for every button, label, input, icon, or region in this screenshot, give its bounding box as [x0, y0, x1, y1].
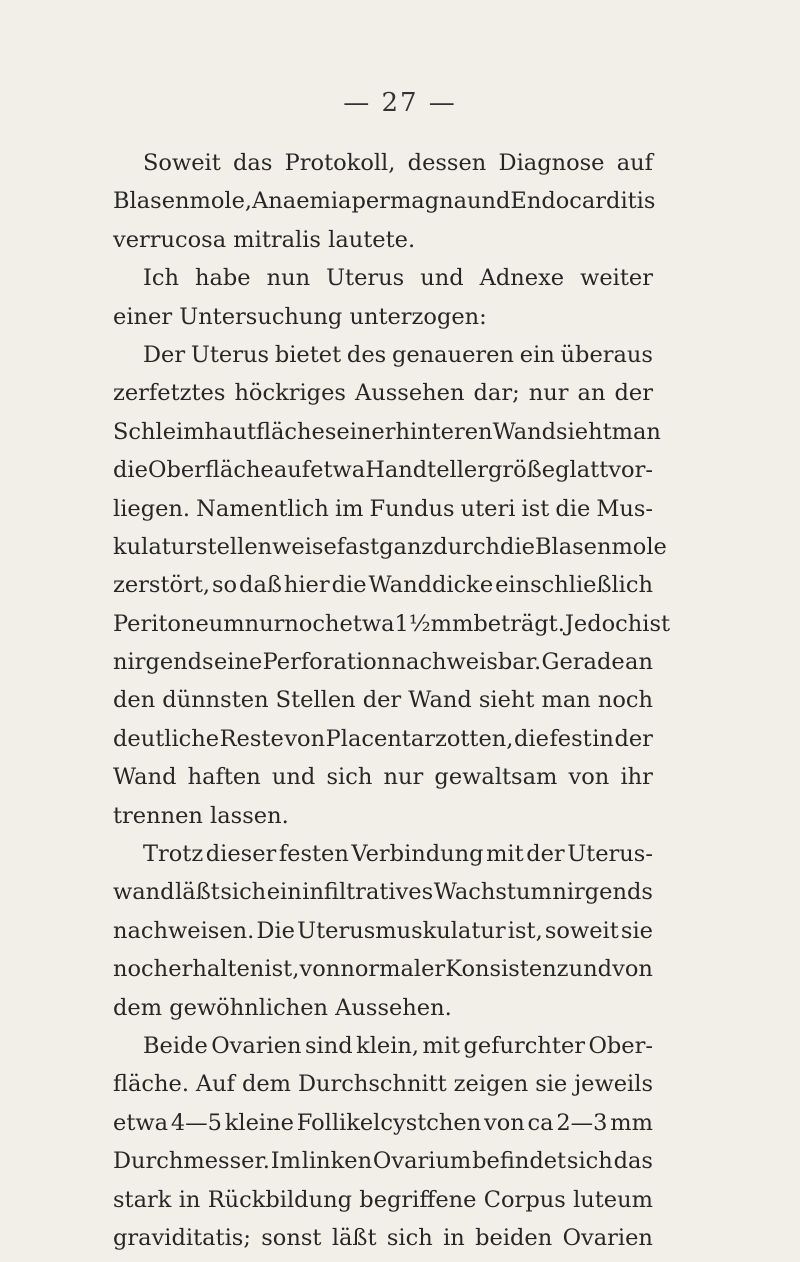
- text-line: wand läßt sich ein infiltratives Wachstum nirgends: [113, 879, 653, 906]
- text-line: zerstört, so daß hier die Wanddicke einschließlich: [113, 572, 653, 599]
- text-line: fläche. Auf dem Durchschnitt zeigen sie jeweils: [113, 1071, 653, 1098]
- text-line: Ich habe nun Uterus und Adnexe weiter: [143, 265, 653, 292]
- text-line: Trotz dieser festen Verbindung mit der Uterus-: [143, 841, 653, 868]
- text-line: nirgends eine Perforation nachweisbar. Gerade an: [113, 649, 653, 676]
- text-line: stark in Rückbildung begriffene Corpus luteum: [113, 1186, 653, 1213]
- text-line: kulatur stellenweise fast ganz durch die Blasenmole: [113, 533, 667, 560]
- text-line: Blasenmole, Anaemia permagna und Endocarditis: [113, 188, 656, 215]
- text-line: zerfetztes höckriges Aussehen dar; nur an der: [113, 380, 653, 407]
- text-line: den dünnsten Stellen der Wand sieht man noch: [113, 687, 653, 714]
- text-line: verrucosa mitralis lautete.: [113, 226, 416, 253]
- text-line: nachweisen. Die Uterusmuskulatur ist, soweit sie: [113, 917, 653, 944]
- text-line: Wand haften und sich nur gewaltsam von ihr: [113, 764, 653, 791]
- text-line: die Oberfläche auf etwa Handtellergröße glatt vor-: [113, 457, 653, 484]
- text-line: graviditatis; sonst läßt sich in beiden Ovarien: [113, 1224, 653, 1251]
- text-line: deutliche Reste von Placentarzotten, die fest in der: [113, 725, 653, 752]
- text-line: liegen. Namentlich im Fundus uteri ist die Mus-: [113, 495, 653, 522]
- text-line: Der Uterus bietet des genaueren ein überaus: [143, 341, 653, 368]
- text-line: Soweit das Protokoll, dessen Diagnose auf: [143, 150, 653, 176]
- body-text: [113, 144, 671, 1257]
- text-line: trennen lassen.: [113, 802, 289, 829]
- text-line: Peritoneum nur noch etwa 1½ mm beträgt. Jedoch ist: [113, 610, 671, 637]
- page-number: — 27 —: [343, 88, 457, 118]
- text-line: noch erhalten ist, von normaler Konsistenz und von: [113, 956, 653, 983]
- text-line: Schleimhautfläche seiner hinteren Wand sieht man: [113, 418, 661, 445]
- text-line: Beide Ovarien sind klein, mit gefurchter Ober-: [143, 1032, 653, 1059]
- text-line: Durchmesser. Im linken Ovarium befindet sich das: [113, 1148, 653, 1175]
- text-line: einer Untersuchung unterzogen:: [113, 303, 487, 330]
- text-line: dem gewöhnlichen Aussehen.: [113, 994, 452, 1021]
- text-line: etwa 4—5 kleine Follikelcystchen von ca 2—3 mm: [113, 1109, 653, 1136]
